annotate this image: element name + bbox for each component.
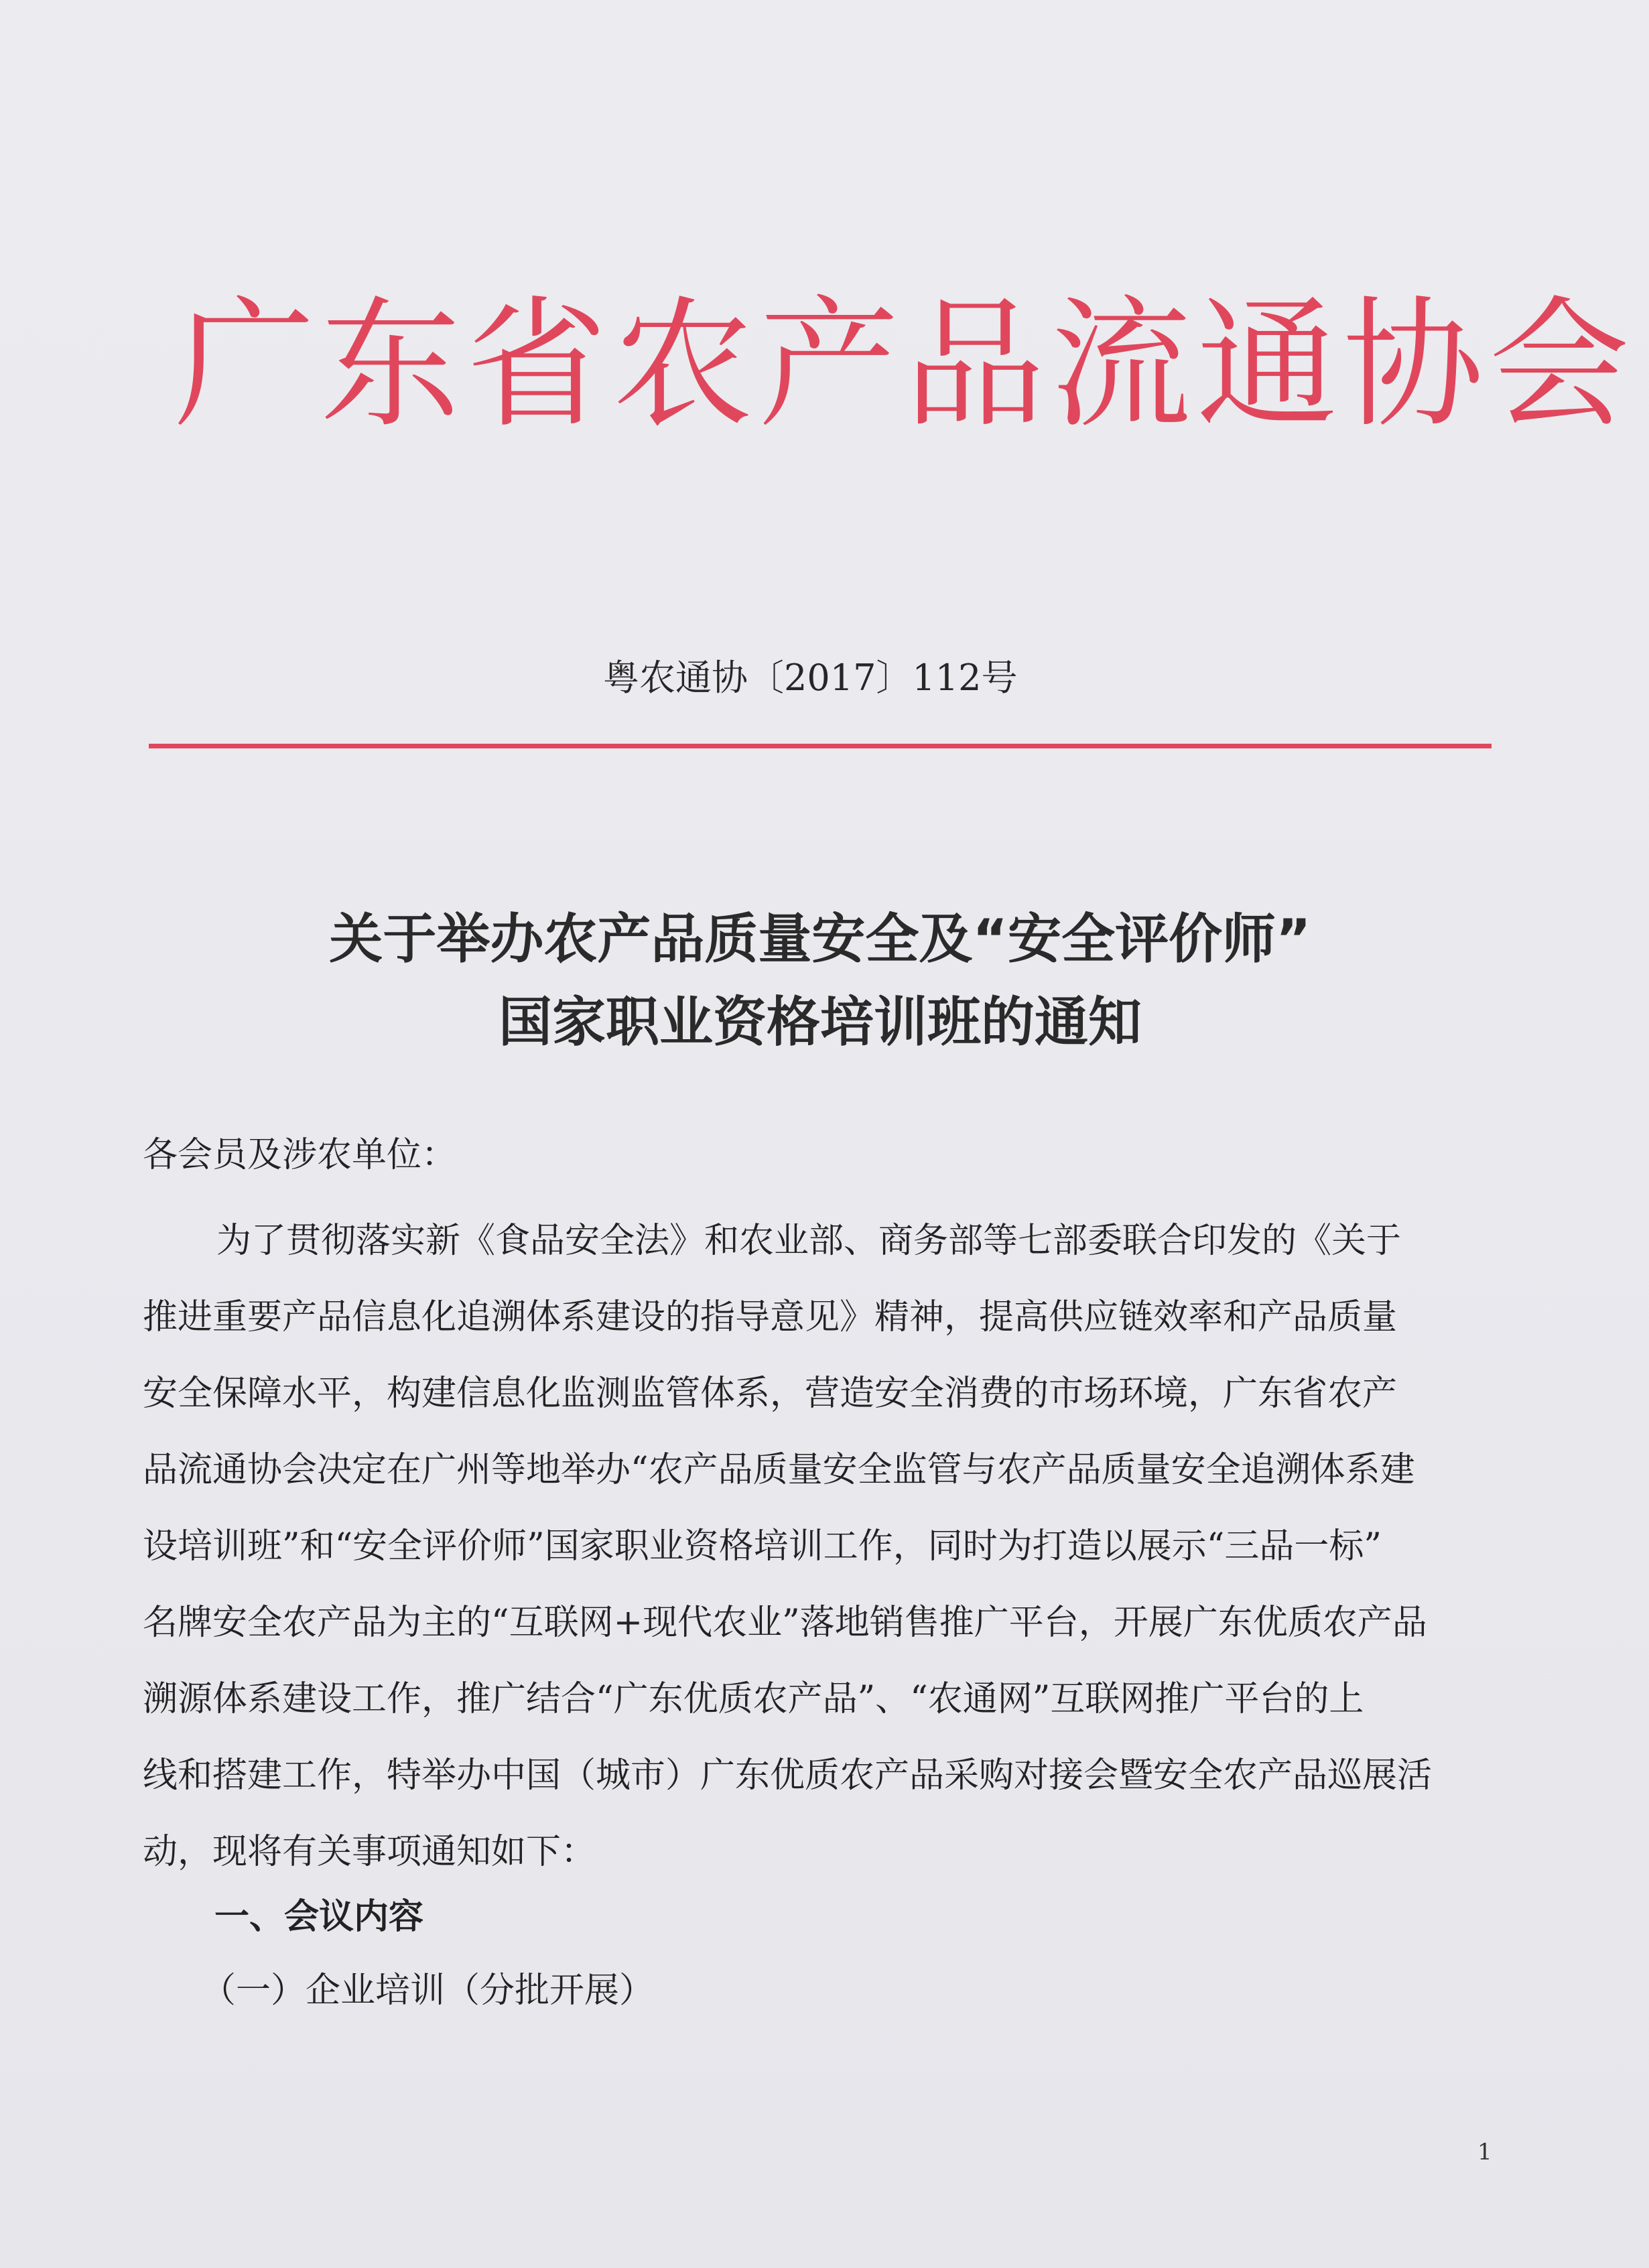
letterhead-title: 广东省农产品流通协会 <box>174 283 1636 447</box>
title-line-1: 关于举办农产品质量安全及“安全评价师” <box>329 908 1311 970</box>
subsection-heading: （一）企业培训（分批开展） <box>201 1971 655 2011</box>
red-divider-line <box>149 744 1492 748</box>
body-line: 推进重要产品信息化追溯体系建设的指导意见》精神，提高供应链效率和产品质量 <box>143 1297 1398 1337</box>
notice-title <box>149 898 1492 1064</box>
body-line: 设培训班”和“安全评价师”国家职业资格培训工作，同时为打造以展示“三品一标” <box>143 1526 1382 1566</box>
body-line: 为了贯彻落实新《食品安全法》和农业部、商务部等七部委联合印发的《关于 <box>216 1221 1402 1261</box>
body-paragraph <box>143 1203 1526 1890</box>
page-number: 1 <box>1477 2139 1492 2165</box>
body-line: 动，现将有关事项通知如下： <box>143 1832 596 1872</box>
salutation: 各会员及涉农单位： <box>143 1135 457 1175</box>
body-line: 品流通协会决定在广州等地举办“农产品质量安全监管与农产品质量安全追溯体系建 <box>143 1450 1415 1490</box>
body-line: 溯源体系建设工作，推广结合“广东优质农产品”、“农通网”互联网推广平台的上 <box>143 1679 1364 1719</box>
body-line: 线和搭建工作，特举办中国（城市）广东优质农产品采购对接会暨安全农产品巡展活 <box>143 1755 1433 1796</box>
body-line: 安全保障水平，构建信息化监测监管体系，营造安全消费的市场环境，广东省农产 <box>143 1374 1398 1414</box>
section-heading: 一、会议内容 <box>214 1897 424 1937</box>
body-line: 名牌安全农产品为主的“互联网+现代农业”落地销售推广平台，开展广东优质农产品 <box>143 1603 1427 1643</box>
title-line-2: 国家职业资格培训班的通知 <box>499 991 1142 1053</box>
document-number: 粤农通协〔2017〕112号 <box>603 657 1018 699</box>
